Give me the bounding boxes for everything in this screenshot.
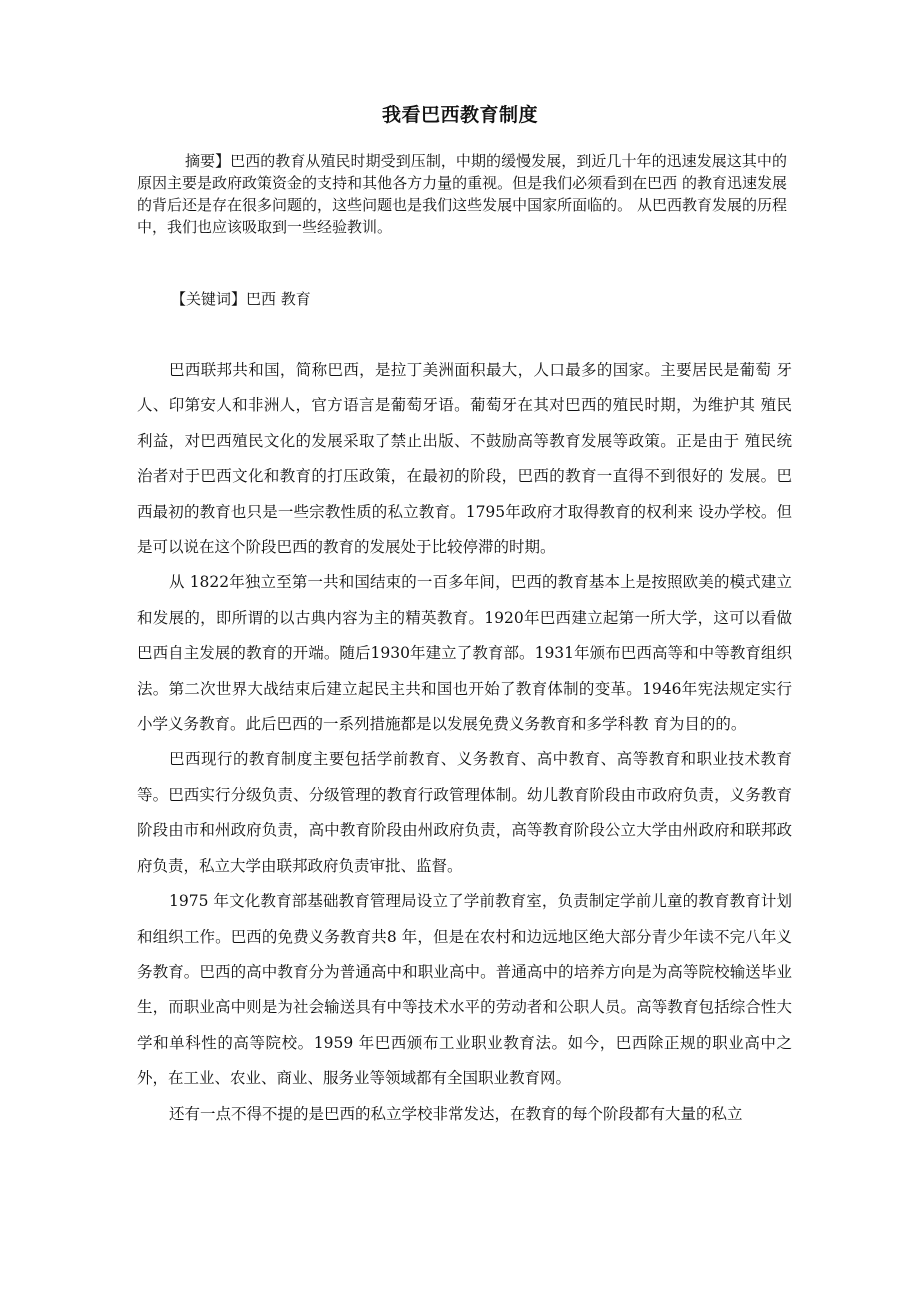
body-text	[137, 353, 792, 1132]
page-title: 我看巴西教育制度	[381, 104, 538, 126]
body-paragraph: 巴西联邦共和国，简称巴西，是拉丁美洲面积最大，人口最多的国家。主要居民是葡萄 牙人、印第安人和非洲人，官方语言是葡萄牙语。葡萄牙在其对巴西的殖民时期，为维护其 殖民利益，对巴西殖民文化的发展采取了禁止出版、不鼓励高等教育发展等政策。正是由于 殖民统治者对于巴西文化和教育的打压政策，在最初的阶段，巴西的教育一直得不到很好的 发展。巴西最初的教育也只是一些宗教性质的私立教育。1795年政府才取得教育的权利来 设办学校。但是可以说在这个阶段巴西的教育的发展处于比较停滞的时期。	[137, 361, 792, 557]
body-paragraph: 1975 年文化教育部基础教育管理局设立了学前教育室，负责制定学前儿童的教育教育计划和组织工作。巴西的免费义务教育共8 年，但是在农村和边远地区绝大部分青少年读不完八年义务教育。巴西的高中教育分为普通高中和职业高中。普通高中的培养方向是为高等院校输送毕业生，而职业高中则是为社会输送具有中等技术水平的劳动者和公职人员。高等教育包括综合性大学和单科性的高等院校。1959 年巴西颁布工业职业教育法。如今，巴西除正规的职业高中之外，在工业、农业、商业、服务业等领域都有全国职业教育网。	[137, 892, 792, 1088]
abstract-paragraph: 摘要】巴西的教育从殖民时期受到压制，中期的缓慢发展，到近几十年的迅速发展这其中的原因主要是政府政策资金的支持和其他各方力量的重视。但是我们必须看到在巴西 的教育迅速发展的背后还是存在很多问题的，这些问题也是我们这些发展中国家所面临的。 从巴西教育发展的历程中，我们也应该吸取到一些经验教训。	[137, 152, 787, 236]
body-paragraph: 巴西现行的教育制度主要包括学前教育、义务教育、高中教育、高等教育和职业技术教育等。巴西实行分级负责、分级管理的教育行政管理体制。幼儿教育阶段由市政府负责，义务教育阶段由市和州政府负责，高中教育阶段由州政府负责，高等教育阶段公立大学由州政府和联邦政府负责，私立大学由联邦政府负责审批、监督。	[137, 750, 792, 875]
body-paragraph: 从 1822年独立至第一共和国结束的一百多年间，巴西的教育基本上是按照欧美的模式建立和发展的，即所谓的以古典内容为主的精英教育。1920年巴西建立起第一所大学，这可以看做巴西自主发展的教育的开端。随后1930年建立了教育部。1931年颁布巴西高等和中等教育组织法。第二次世界大战结束后建立起民主共和国也开始了教育体制的变革。1946年宪法规定实行小学义务教育。此后巴西的一系列措施都是以发展免费义务教育和多学科教 育为目的的。	[137, 573, 792, 734]
keywords-line: 【关键词】巴西 教育	[171, 290, 311, 308]
body-paragraph: 还有一点不得不提的是巴西的私立学校非常发达，在教育的每个阶段都有大量的私立	[169, 1104, 743, 1123]
